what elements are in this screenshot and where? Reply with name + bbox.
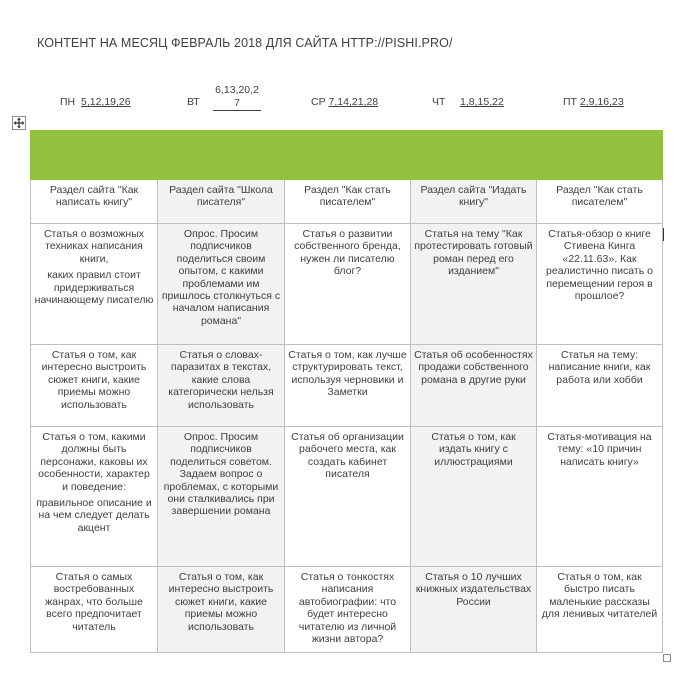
- cell-text: Статья-обзор о книге Стивена Кинга «22.11.63». Как реалистично писать о перемещении героя в прошлое?: [546, 228, 653, 303]
- text-cursor: [663, 228, 664, 241]
- day-vt-label: ВТ: [187, 96, 200, 108]
- day-cht-dates: 1,8,15,22: [460, 96, 504, 108]
- cell-text: Опрос. Просим подписчиков поделиться советом. Задаем вопрос о проблемах, с которыми они сталкивались при завершении романа: [163, 431, 279, 518]
- table-cell[interactable]: [537, 427, 663, 567]
- table-cell[interactable]: [285, 427, 411, 567]
- table-cell[interactable]: [31, 345, 158, 427]
- cell-text: Статья о возможных техниках написания книги,: [43, 228, 145, 265]
- table-cell[interactable]: [411, 345, 537, 427]
- cell-text: Статья о словах-паразитах в текстах, какие слова категорически нельзя использовать: [168, 349, 274, 411]
- table-cell[interactable]: [411, 224, 537, 345]
- table-row: [31, 224, 663, 345]
- cell-text: Статья о том, как быстро писать маленькие рассказы для ленивых читателей: [541, 571, 658, 621]
- header-band-cell: [158, 131, 285, 180]
- cell-text: Статья об особенностях продажи собственного романа в другие руки: [414, 349, 533, 386]
- header-band-cell: [537, 131, 663, 180]
- cell-text: Раздел "Как стать писателем": [304, 184, 391, 209]
- table-cell[interactable]: [285, 180, 411, 224]
- content-table: [30, 130, 663, 653]
- table-cell[interactable]: [158, 224, 285, 345]
- table-cell[interactable]: [158, 345, 285, 427]
- cell-text: Статья на тему: написание книги, как работа или хобби: [548, 349, 651, 386]
- table-cell[interactable]: [411, 427, 537, 567]
- table-cell[interactable]: [285, 567, 411, 653]
- cell-text: Статья о тонкостях написания автобиографии: что будет интересно читателю из личной жизни автора?: [298, 571, 397, 646]
- day-pn: [60, 96, 131, 108]
- days-row: [0, 0, 691, 120]
- cell-text: Статья о развитии собственного бренда, нужен ли писателю блог?: [294, 228, 401, 278]
- cell-text: Статья о том, как лучше структурировать текст, используя черновики и Заметки: [288, 349, 407, 399]
- move-arrows-icon: [13, 117, 25, 129]
- day-pt: [563, 96, 624, 108]
- day-sr-dates: 7,14,21,28: [328, 96, 379, 108]
- day-pt-label: ПТ: [563, 96, 577, 108]
- cell-text: Раздел сайта "Школа писателя": [169, 184, 273, 209]
- cell-text: правильное описание и на чем следует делать акцент: [36, 497, 152, 534]
- day-vt-dates-line2: 7: [213, 97, 261, 111]
- table-cell[interactable]: [285, 224, 411, 345]
- cell-text: Статья о том, как интересно выстроить сюжет книги, какие приемы можно использовать: [41, 349, 147, 411]
- table-cell[interactable]: [411, 567, 537, 653]
- table-cell[interactable]: [537, 224, 663, 345]
- day-sr: [311, 96, 378, 108]
- cell-text: Статья о том, как интересно выстроить сюжет книги, какие приемы можно использовать: [168, 571, 274, 633]
- table-cell[interactable]: [158, 567, 285, 653]
- cell-text: Опрос. Просим подписчиков поделиться своим опытом, с какими проблемами им пришлось столкнуться с началом написания романа": [161, 228, 281, 327]
- day-pt-dates: 2,9,16,23: [579, 96, 624, 108]
- day-sr-label: СР: [311, 96, 326, 108]
- table-cell[interactable]: [31, 567, 158, 653]
- day-pn-label: ПН: [60, 96, 76, 108]
- cell-text: Статья об организации рабочего места, как создать кабинет писателя: [291, 431, 404, 481]
- cell-text: Статья-мотивация на тему: «10 причин написать книгу»: [547, 431, 652, 468]
- table-cell[interactable]: [411, 180, 537, 224]
- day-cht-label: ЧТ: [432, 96, 446, 108]
- day-cht: [432, 96, 504, 108]
- table-cell[interactable]: [31, 427, 158, 567]
- table-move-handle-icon[interactable]: [12, 116, 26, 130]
- table-cell[interactable]: [158, 180, 285, 224]
- cell-text: каких правил стоит придерживаться начинающему писателю: [34, 269, 154, 307]
- table-cell[interactable]: [537, 180, 663, 224]
- table-row: [31, 427, 663, 567]
- table-cell[interactable]: [31, 180, 158, 224]
- header-band-cell: [285, 131, 411, 180]
- cell-text: Раздел "Как стать писателем": [556, 184, 643, 209]
- cell-text: Статья о том, как издать книгу с иллюстрациями: [431, 431, 516, 468]
- day-pn-dates: 5,12,19,26: [80, 96, 131, 108]
- day-vt-dates: [211, 84, 263, 111]
- cell-text: Раздел сайта "Издать книгу": [420, 184, 527, 209]
- doc-title: КОНТЕНТ НА МЕСЯЦ ФЕВРАЛЬ 2018 ДЛЯ САЙТА HTTP://PISHI.PRO/: [37, 36, 453, 50]
- cell-text: Статья на тему "Как протестировать готовый роман перед его изданием": [414, 228, 533, 278]
- header-band-cell: [31, 131, 158, 180]
- table-resize-handle-icon[interactable]: [663, 654, 671, 662]
- table-row: [31, 567, 663, 653]
- cell-text: Статья о 10 лучших книжных издательствах России: [415, 571, 532, 608]
- header-band-cell: [411, 131, 537, 180]
- table-cell[interactable]: [31, 224, 158, 345]
- cell-text: Статья о самых востребованных жанрах, что больше всего предпочитает читатель: [45, 571, 143, 633]
- table-cell[interactable]: [285, 345, 411, 427]
- table-cell[interactable]: [537, 567, 663, 653]
- table-row: [31, 180, 663, 224]
- table-row: [31, 345, 663, 427]
- cell-text: Раздел сайта "Как написать книгу": [49, 184, 139, 209]
- cell-text: Статья о том, какими должны быть персонажи, каковы их особенности, характер и поведение:: [38, 431, 150, 493]
- table-cell[interactable]: [537, 345, 663, 427]
- day-vt-dates-line1: 6,13,20,2: [215, 84, 259, 96]
- header-band-row: [31, 131, 663, 180]
- table-cell[interactable]: [158, 427, 285, 567]
